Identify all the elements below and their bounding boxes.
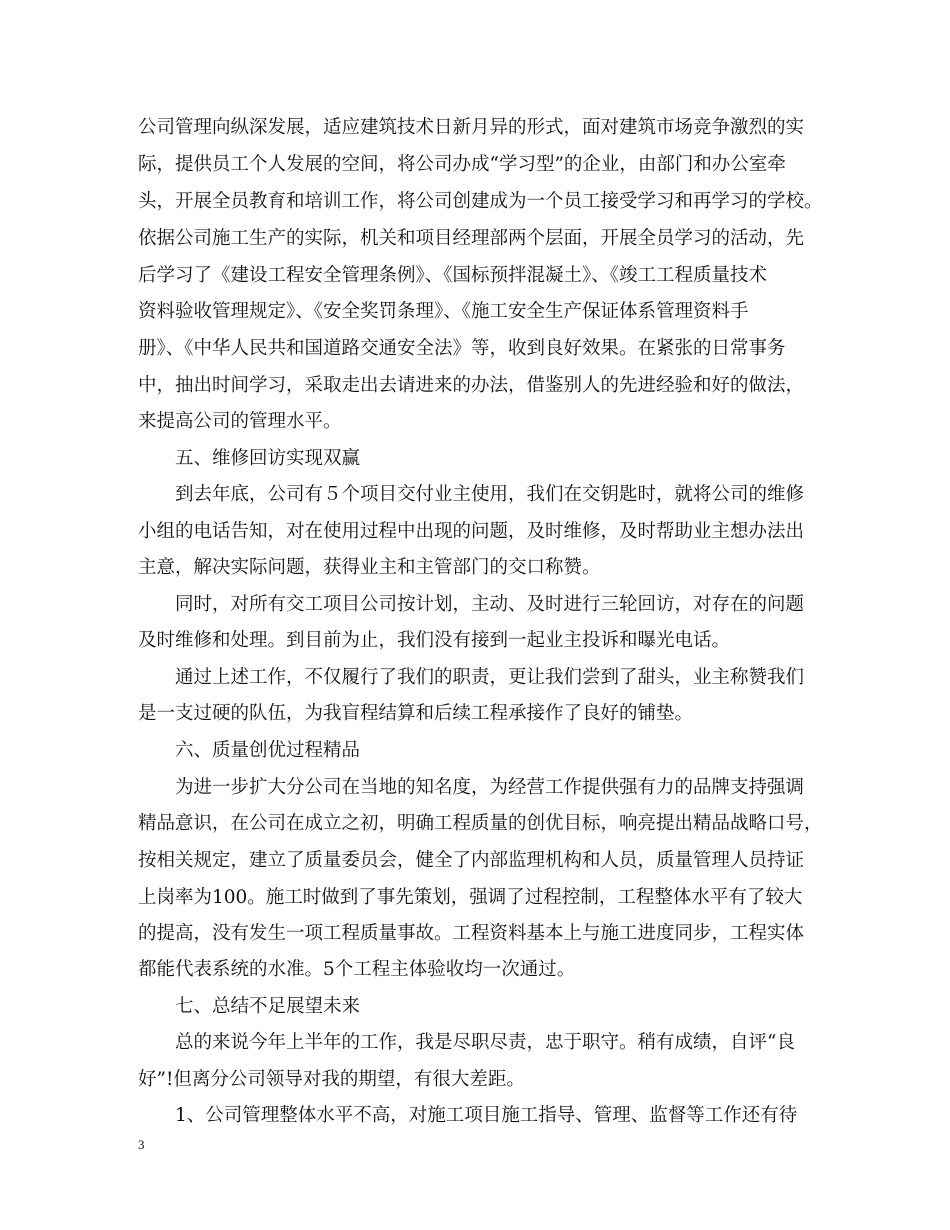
body-line: 总的来说今年上半年的工作，我是尽职尽责，忠于职守。稍有成绩，自评“良 bbox=[175, 1032, 795, 1053]
body-line: 册》、《中华人民共和国道路交通安全法》等，收到良好效果。在紧张的日常事务 bbox=[138, 338, 786, 359]
body-line: 及时维修和处理。到目前为止，我们没有接到一起业主投诉和曝光电话。 bbox=[138, 630, 731, 651]
body-line: 到去年底，公司有５个项目交付业主使用，我们在交钥匙时，就将公司的维修 bbox=[175, 484, 805, 505]
body-line: 资料验收管理规定》、《安全奖罚条理》、《施工安全生产保证体系管理资料手 bbox=[138, 301, 749, 322]
body-line: 上岗率为100。施工时做到了事先策划，强调了过程控制，工程整体水平有了较大 bbox=[138, 887, 803, 908]
body-line: 按相关规定，建立了质量委员会，健全了内部监理机构和人员，质量管理人员持证 bbox=[138, 850, 805, 871]
body-line: 通过上述工作，不仅履行了我们的职责，更让我们尝到了甜头，业主称赞我们 bbox=[175, 667, 805, 688]
body-line: 依据公司施工生产的实际，机关和项目经理部两个层面，开展全员学习的活动，先 bbox=[138, 228, 805, 249]
body-line: 同时，对所有交工项目公司按计划，主动、及时进行三轮回访，对存在的问题 bbox=[175, 594, 805, 615]
section-heading: 五、维修回访实现双赢 bbox=[175, 448, 361, 469]
section-heading: 七、总结不足展望未来 bbox=[175, 996, 361, 1017]
body-line: 精品意识，在公司在成立之初，明确工程质量的创优目标，响亮提出精品战略口号， bbox=[138, 813, 823, 834]
body-line: 头，开展全员教育和培训工作，将公司创建成为一个员工接受学习和再学习的学校。 bbox=[138, 191, 823, 212]
body-line: 主意，解决实际问题，获得业主和主管部门的交口称赞。 bbox=[138, 557, 601, 578]
body-line: 是一支过硬的队伍，为我盲程结算和后续工程承接作了良好的铺垫。 bbox=[138, 703, 694, 724]
section-heading: 六、质量创优过程精品 bbox=[175, 740, 361, 761]
body-line: 小组的电话告知，对在使用过程中出现的问题，及时维修，及时帮助业主想办法出 bbox=[138, 521, 805, 542]
body-line: 都能代表系统的水准。5个工程主体验收均一次通过。 bbox=[138, 959, 576, 980]
body-line: 中，抽出时间学习，采取走出去请进来的办法，借鉴别人的先进经验和好的做法， bbox=[138, 375, 805, 396]
body-line: 的提高，没有发生一项工程质量事故。工程资料基本上与施工进度同步，工程实体 bbox=[138, 923, 805, 944]
body-line: 来提高公司的管理水平。 bbox=[138, 411, 342, 432]
body-line: 好”!但离分公司领导对我的期望，有很大差距。 bbox=[138, 1069, 525, 1090]
page-number: 3 bbox=[138, 1137, 145, 1152]
body-line: 后学习了《建设工程安全管理条例》、《国标预拌混凝土》、《竣工工程质量技术 bbox=[138, 265, 768, 286]
body-line: 际，提供员工个人发展的空间，将公司办成“学习型”的企业，由部门和办公室牵 bbox=[138, 154, 786, 175]
body-line: 为进一步扩大分公司在当地的知名度，为经营工作提供强有力的品牌支持强调 bbox=[175, 777, 805, 798]
body-line: 公司管理向纵深发展，适应建筑技术日新月异的形式，面对建筑市场竞争激烈的实 bbox=[138, 117, 805, 138]
body-line: 1、公司管理整体水平不高，对施工项目施工指导、管理、监督等工作还有待 bbox=[175, 1105, 798, 1126]
